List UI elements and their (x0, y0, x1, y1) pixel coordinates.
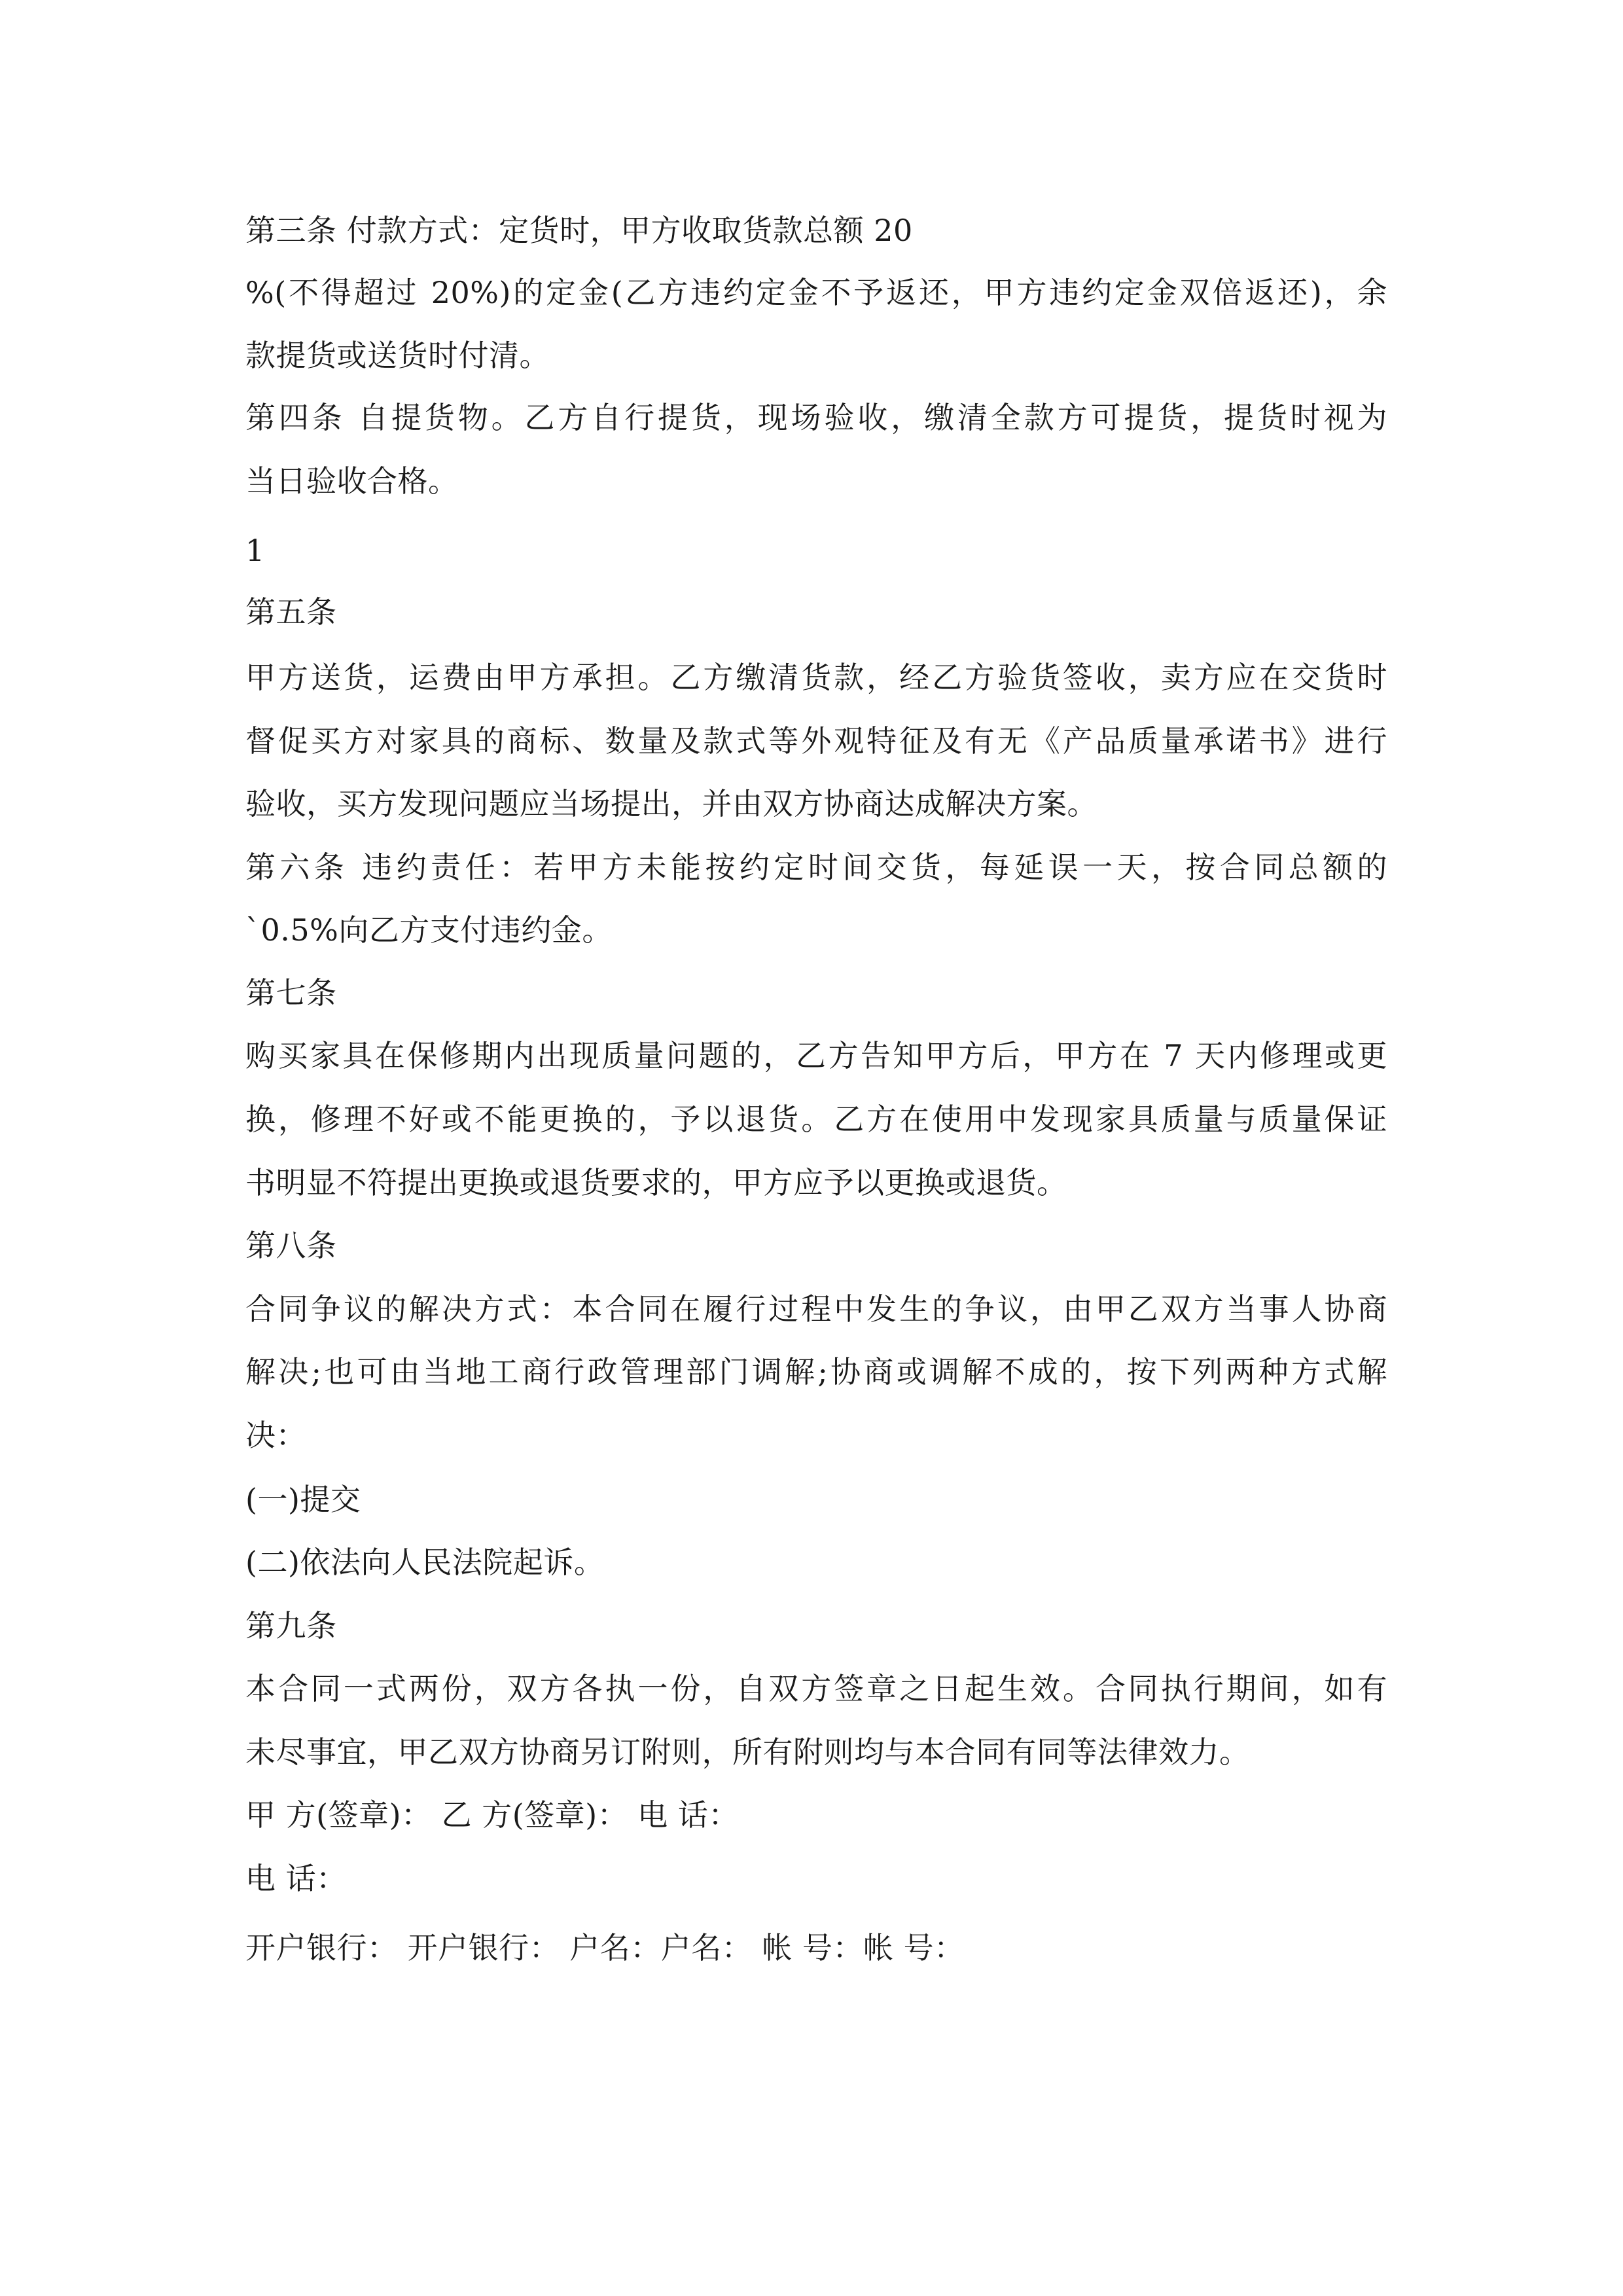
signature-line: 甲 方(签章)： 乙 方(签章)： 电 话： (245, 1797, 739, 1833)
article-4-text-line: 当日验收合格。 (245, 463, 459, 499)
article-5-text-line: 验收，买方发现问题应当场提出，并由双方协商达成解决方案。 (245, 786, 1097, 821)
article-7-text-line: 换，修理不好或不能更换的，予以退货。乙方在使用中发现家具质量与质量保证 (245, 1102, 1387, 1137)
article-3-text-line: 款提货或送货时付清。 (245, 338, 550, 373)
article-5-text-line: 甲方送货，运费由甲方承担。乙方缴清货款，经乙方验货签收，卖方应在交货时 (245, 660, 1387, 695)
bank-account-line: 开户银行： 开户银行： 户名：户名： 帐 号：帐 号： (245, 1930, 965, 1965)
article-4-heading: 第四条 自提货物。乙方自行提货，现场验收，缴清全款方可提货，提货时视为 (245, 400, 1387, 435)
article-8-text-line: 解决;也可由当地工商行政管理部门调解;协商或调解不成的，按下列两种方式解 (245, 1354, 1387, 1390)
dispute-option-2: (二)依法向人民法院起诉。 (245, 1545, 605, 1580)
article-5-heading: 第五条 (245, 594, 337, 630)
article-8-text-line: 决： (245, 1418, 306, 1453)
article-7-text-line: 书明显不符提出更换或退货要求的，甲方应予以更换或退货。 (245, 1165, 1067, 1200)
article-8-text-line: 合同争议的解决方式：本合同在履行过程中发生的争议，由甲乙双方当事人协商 (245, 1291, 1387, 1327)
article-9-text-line: 未尽事宜，甲乙双方协商另订附则，所有附则均与本合同有同等法律效力。 (245, 1734, 1250, 1770)
article-6-text-line: `0.5%向乙方支付违约金。 (245, 912, 613, 948)
article-9-text-line: 本合同一式两份，双方各执一份，自双方签章之日起生效。合同执行期间，如有 (245, 1671, 1387, 1706)
article-6-heading: 第六条 违约责任：若甲方未能按约定时间交货，每延误一天，按合同总额的 (245, 850, 1387, 885)
page-number: 1 (245, 533, 265, 568)
article-7-text-line: 购买家具在保修期内出现质量问题的，乙方告知甲方后，甲方在 7 天内修理或更 (245, 1038, 1387, 1073)
article-7-heading: 第七条 (245, 975, 337, 1011)
article-3-text-line: %(不得超过 20%)的定金(乙方违约定金不予返还，甲方违约定金双倍返还)，余 (245, 275, 1387, 310)
article-8-heading: 第八条 (245, 1228, 337, 1263)
phone-line: 电 话： (245, 1861, 347, 1896)
article-9-heading: 第九条 (245, 1608, 337, 1643)
article-3-heading: 第三条 付款方式：定货时，甲方收取货款总额 20 (245, 213, 913, 248)
article-5-text-line: 督促买方对家具的商标、数量及款式等外观特征及有无《产品质量承诺书》进行 (245, 723, 1387, 759)
dispute-option-1: (一)提交 (245, 1482, 361, 1517)
